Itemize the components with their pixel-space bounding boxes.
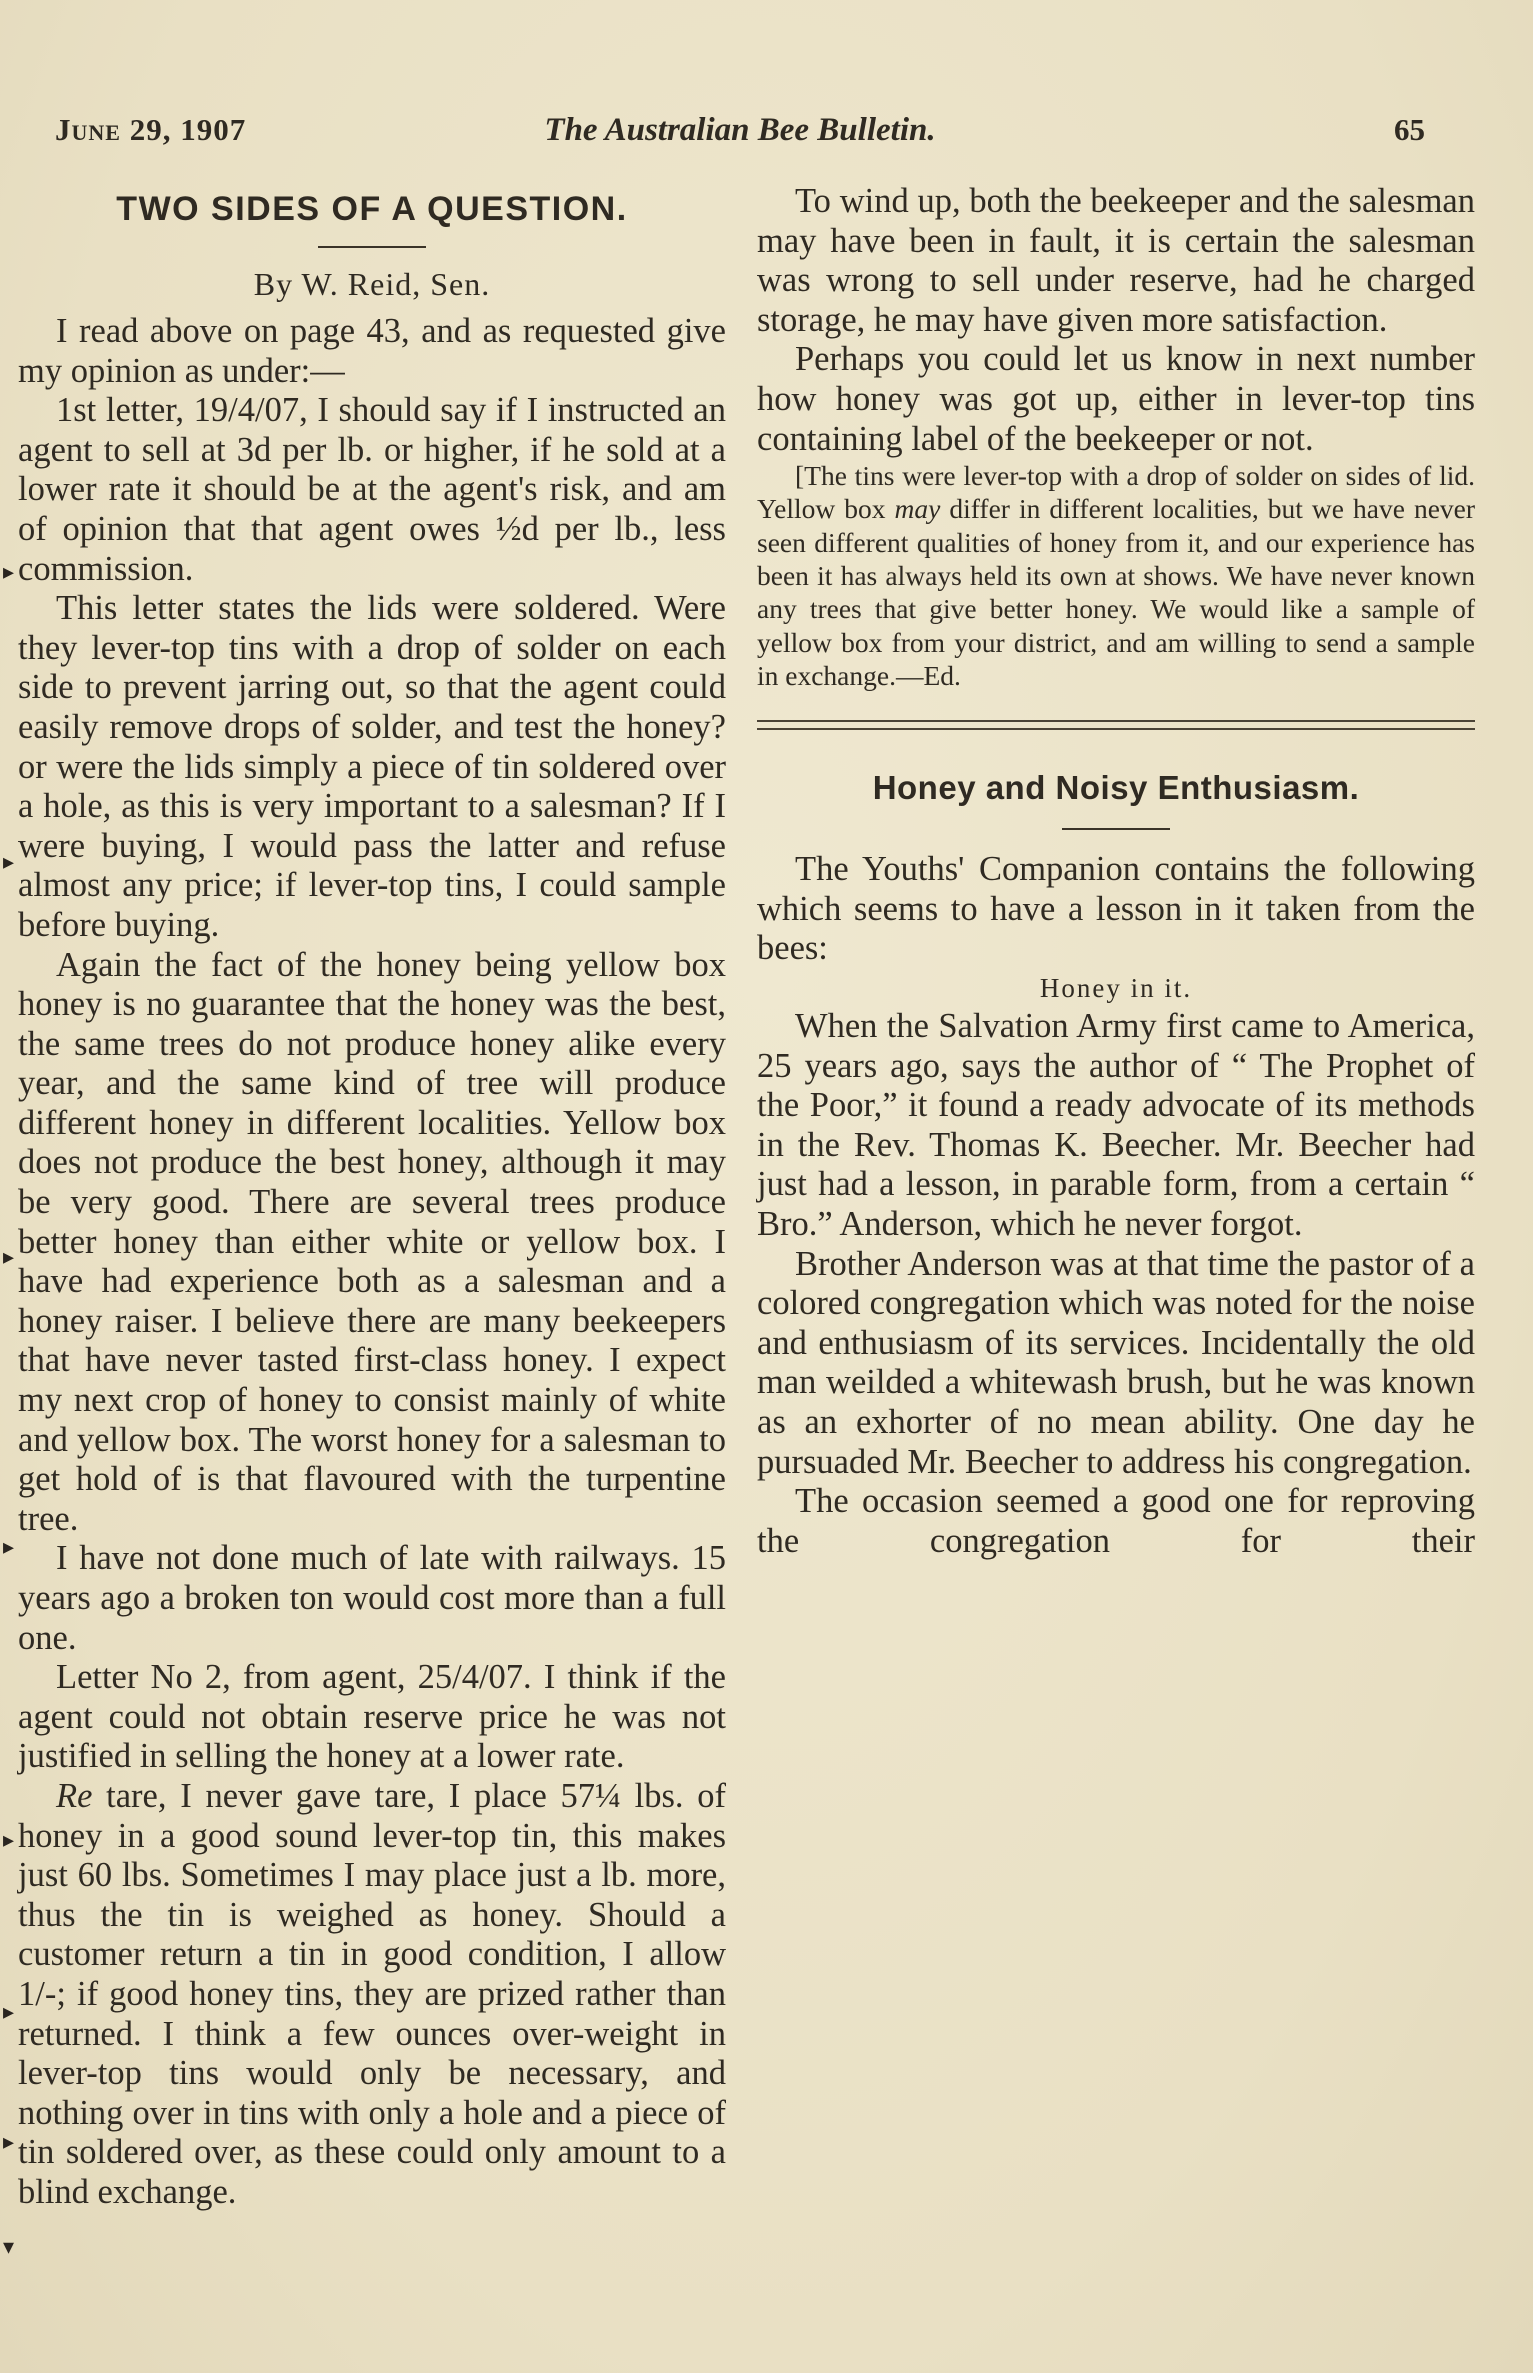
article-paragraph: Again the fact of the honey being yellow box honey is no guarantee that the honey was the best, the same trees do not produce honey alike every year, and the same kind of tree will produce different honey in different localities. Yellow box does not produce the best honey, although it may be very good. There are several trees produce better honey than either white or yellow box. I have had experience both as a salesman and a honey raiser. I believe there are many beekeepers that have never tasted first-class honey. I expect my next crop of honey to consist mainly of white and yellow box. The worst honey for a salesman to get hold of is that flavoured with the turpentine tree. xyxy=(18,945,726,1538)
margin-tick-mark: ▸ xyxy=(3,1828,15,1853)
right-column xyxy=(757,182,1475,1561)
tare-text: tare, I never gave tare, I place 57¼ lbs. of honey in a good sound lever-top tin, this makes just 60 lbs. Sometimes I may place just a lb. more, thus the tin is weighed as honey. Should a customer return a tin in good condition, I allow 1/-; if good honey tins, they are prized rather than returned. I think a few ounces over-weight in lever-top tins would only be necessary, and nothing over in tins with only a hole and a piece of tin soldered over, as these could only amount to a blind exchange. xyxy=(18,1776,726,2211)
margin-tick-mark: ▸ xyxy=(3,560,15,585)
editor-note-emphasis: may xyxy=(894,493,941,525)
article-paragraph: 1st letter, 19/4/07, I should say if I instructed an agent to sell at 3d per lb. or higher, if he sold at a lower rate it should be at the agent's risk, and am of opinion that that agent owes ½d per lb., less commission. xyxy=(18,391,726,588)
journal-title: The Australian Bee Bulletin. xyxy=(544,112,936,148)
article-paragraph: Letter No 2, from agent, 25/4/07. I think if the agent could not obtain reserve price he was not justified in selling the honey at a lower rate. xyxy=(18,1658,726,1776)
article-title: Honey and Noisy Enthusiasm. xyxy=(872,769,1360,807)
margin-tick-mark: ▾ xyxy=(3,2235,15,2260)
article-paragraph: I read above on page 43, and as requested give my opinion as under:— xyxy=(18,312,726,390)
margin-tick-mark: ▸ xyxy=(3,2000,15,2025)
margin-tick-mark: ▸ xyxy=(3,2130,15,2155)
article-paragraph-tare xyxy=(18,1777,726,2213)
article-paragraph: The Youths' Companion contains the following which seems to have a lesson in it taken from the bees: xyxy=(757,850,1475,968)
section-divider xyxy=(757,720,1475,730)
article-paragraph: Brother Anderson was at that time the pastor of a colored congregation which was noted for the noise and enthusiasm of its services. Incidentally the old man weilded a whitewash brush, but he was known as an exhorter of no mean ability. One day he pursuaded Mr. Beecher to address his congregation. xyxy=(757,1244,1475,1481)
re-label: Re xyxy=(56,1776,93,1815)
article-paragraph: When the Salvation Army first came to America, 25 years ago, says the author of “ The Prophet of the Poor,” it found a ready advocate of its methods in the Rev. Thomas K. Beecher. Mr. Beecher had just had a lesson, in parable form, from a certain “ Bro.” Anderson, which he never forgot. xyxy=(757,1007,1475,1243)
margin-tick-mark: ▸ xyxy=(3,850,15,875)
editor-note: [The tins were lever-top with a drop of solder on sides of lid. Yellow box may differ in different localities, but we have never seen different qualities of honey from it, and our experience has been it has always held its own at shows. We have never known any trees that give better honey. We would like a sample of yellow box from your district, and am willing to send a sample in exchange.—Ed. xyxy=(757,460,1476,691)
title-rule xyxy=(318,246,426,248)
article-paragraph: The occasion seemed a good one for reproving the congregation for their xyxy=(757,1482,1475,1560)
issue-date: June 29, 1907 xyxy=(55,112,247,147)
article-paragraph: To wind up, both the beekeeper and the salesman may have been in fault, it is certain the salesman was wrong to sell under reserve, had he charged storage, he may have given more satisfaction. xyxy=(757,182,1475,339)
article-subhead: Honey in it. xyxy=(1039,973,1193,1004)
margin-tick-mark: ▸ xyxy=(3,1245,15,1270)
article-title: TWO SIDES OF A QUESTION. xyxy=(116,190,628,228)
article-paragraph: I have not done much of late with railways. 15 years ago a broken ton would cost more than a full one. xyxy=(18,1539,726,1657)
article-paragraph: Perhaps you could let us know in next number how honey was got up, either in lever-top tins containing label of the beekeeper or not. xyxy=(757,340,1475,458)
left-column xyxy=(18,182,726,2213)
article-byline: By W. Reid, Sen. xyxy=(253,266,491,302)
page-header xyxy=(55,112,1425,158)
page-number: 65 xyxy=(1394,112,1425,147)
margin-tick-mark: ▸ xyxy=(3,1535,15,1560)
title-rule xyxy=(1062,828,1170,830)
article-paragraph: This letter states the lids were soldered. Were they lever-top tins with a drop of solder on each side to prevent jarring out, so that the agent could easily remove drops of solder, and test the honey? or were the lids simply a piece of tin soldered over a hole, as this is very important to a salesman? If I were buying, I would pass the latter and refuse almost any price; if lever-top tins, I could sample before buying. xyxy=(18,589,726,944)
